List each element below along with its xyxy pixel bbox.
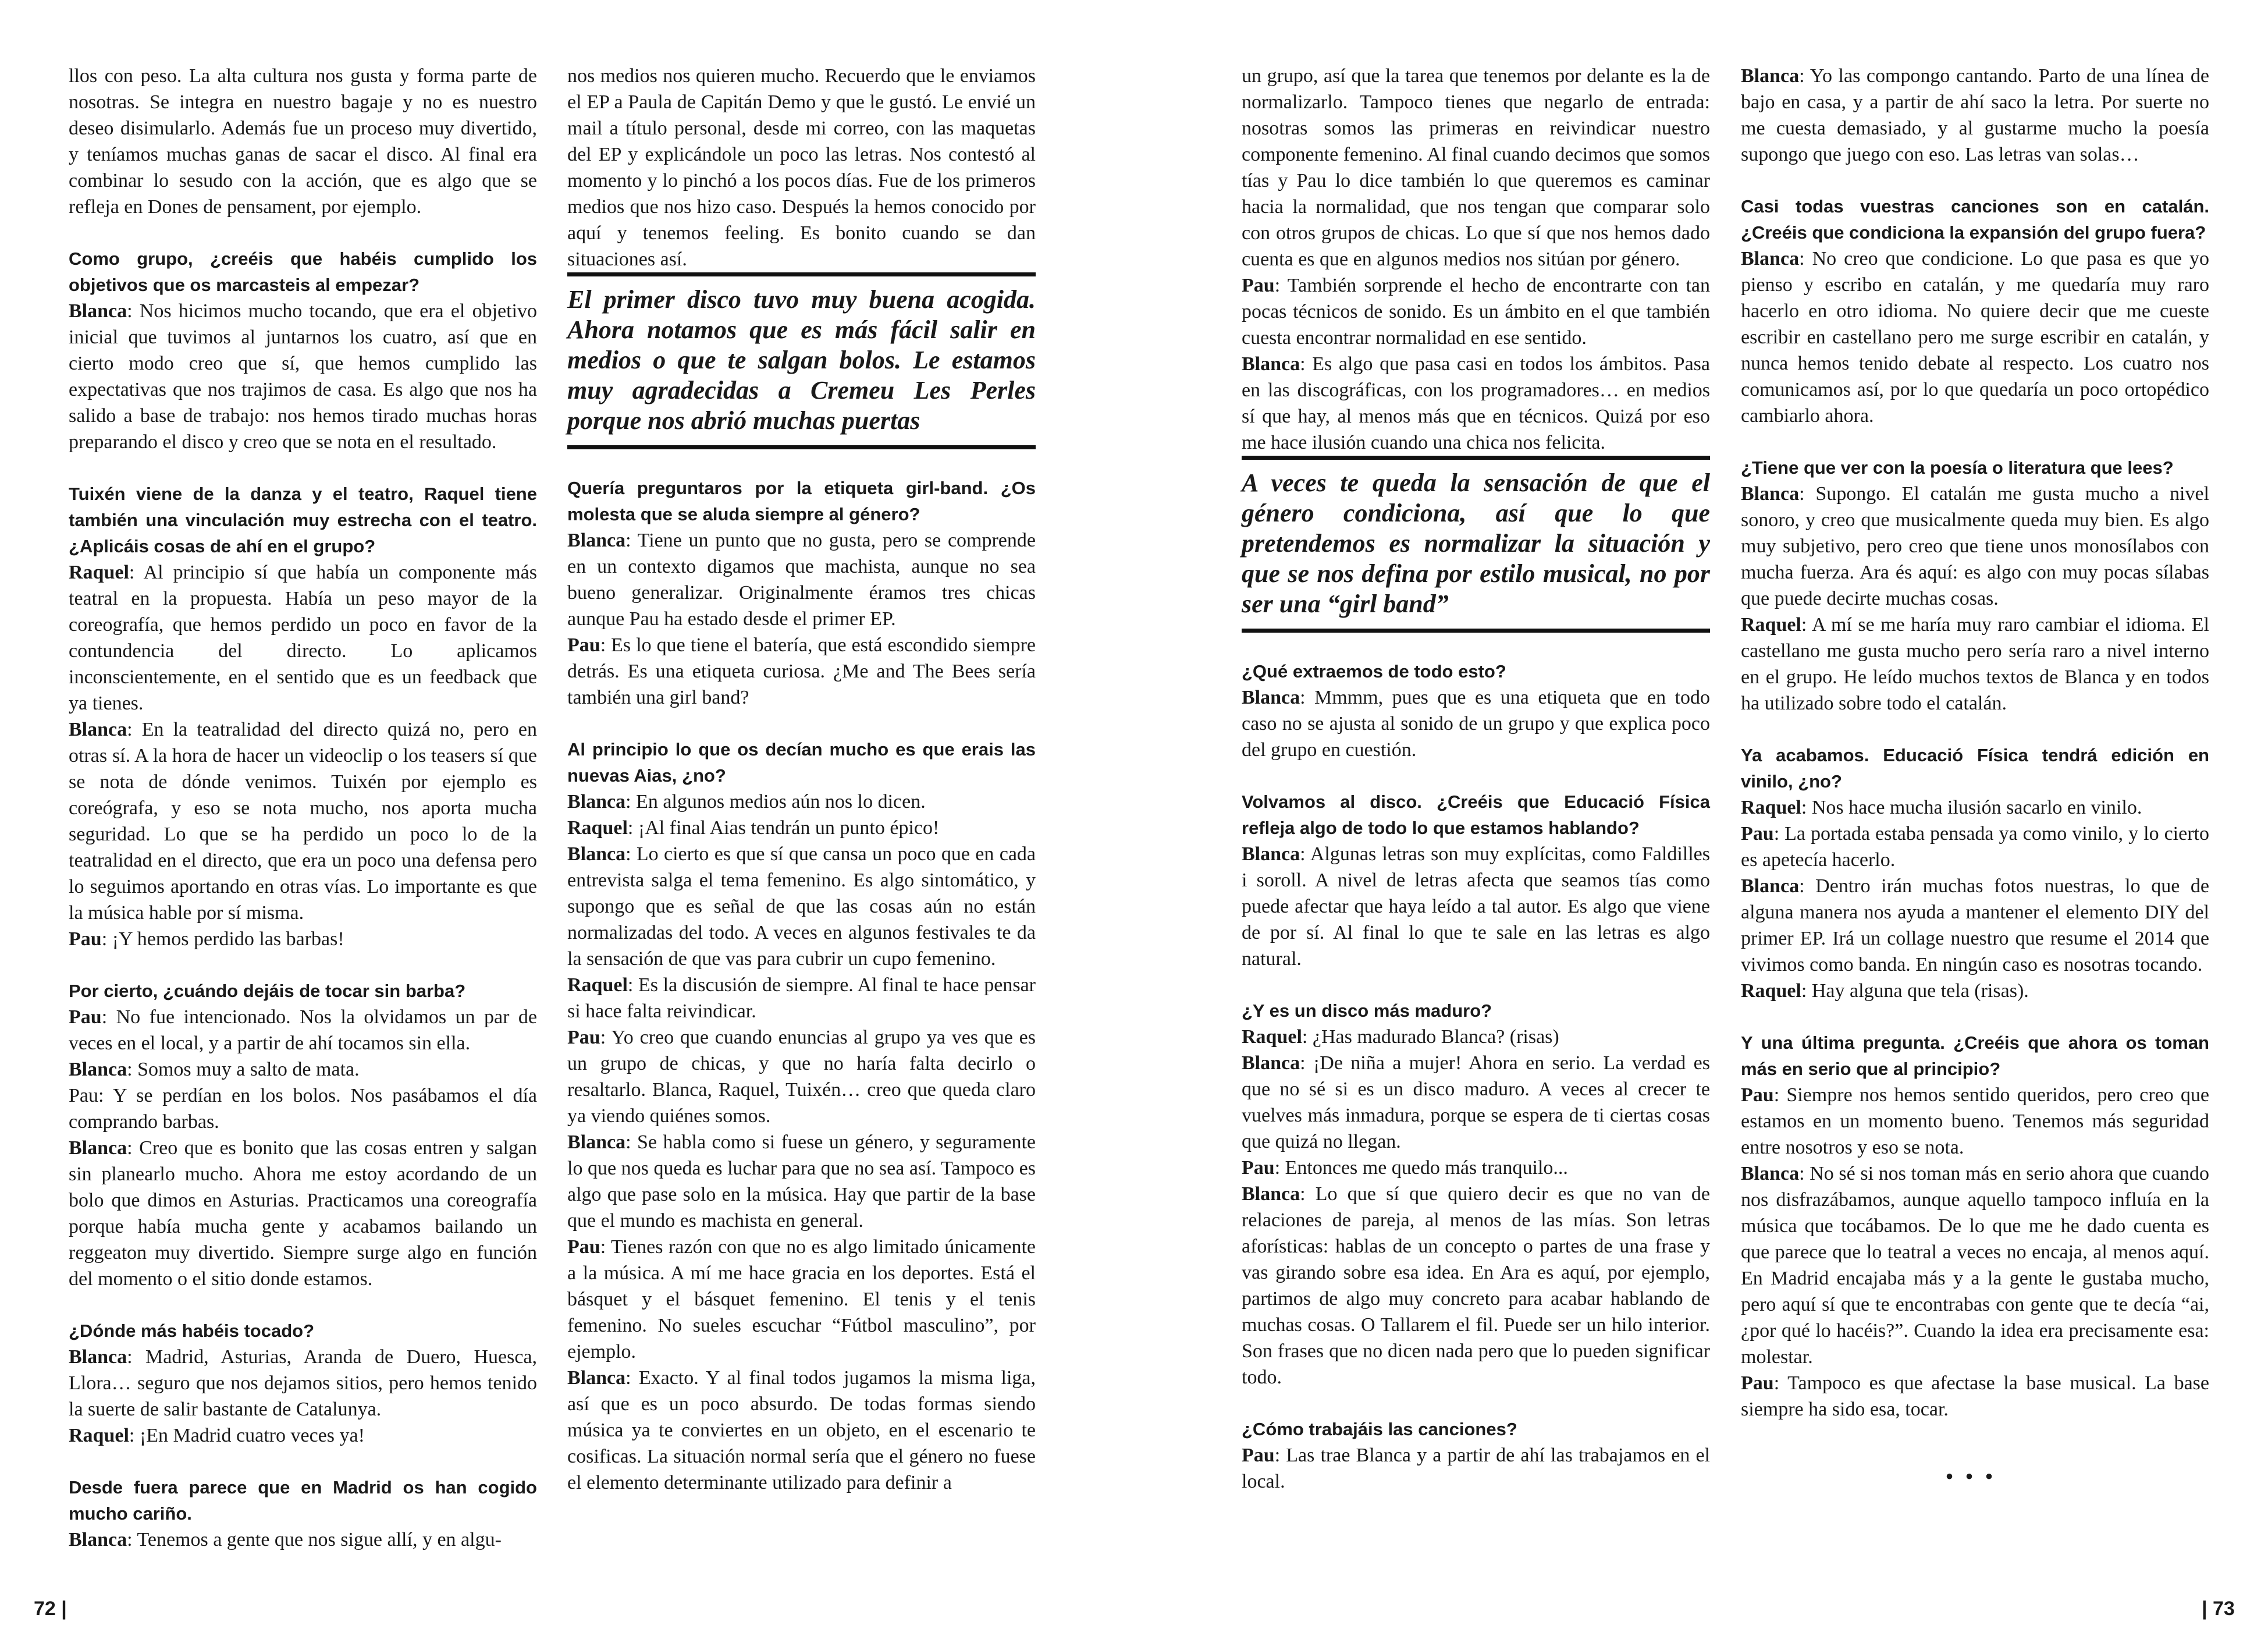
- answer-text: : Mmmm, pues que es una etiqueta que en todo caso no se ajusta al sonido de un grupo y que explica poco del grupo en cuestión.: [1242, 687, 1710, 761]
- answer-text: : Somos muy a salto de mata.: [127, 1059, 360, 1080]
- answer-text: : Algunas letras son muy explícitas, como Faldilles i soroll. A nivel de letras afecta que seamos tías como puede afectar que haya leído a tal autor. Es algo que viene de por sí. Al final lo que te sale en las letras es algo natural.: [1242, 843, 1710, 970]
- speaker-name: Pau: [567, 1236, 600, 1258]
- answer-text: : No creo que condicione. Lo que pasa es que yo pienso y escribo en catalán, y me quedaría muy raro hacerlo en otro idioma. No quiere decir que me cueste escribir en castellano pero me surge escribir en catalán, y nunca hemos tenido debate al respecto. Los cuatro nos comunicamos así, por lo que quedaría un poco ortopédico cambiarlo ahora.: [1741, 248, 2209, 427]
- speaker-name: Blanca: [69, 300, 127, 322]
- interview-answer: [1242, 1155, 1710, 1181]
- right-page: [1134, 0, 2268, 1650]
- answer-text: : No sé si nos toman más en serio ahora que cuando nos disfrazábamos, aunque aquello tampoco influía en la música que tocábamos. De lo que me he dado cuenta es que parece que lo teatral a veces no encaja, al menos aquí. En Madrid encajaba más y a la gente le gustaba mucho, pero aquí sí que te encontrabas con gente que te decía “ai, ¿por qué lo hacéis?”. Cuando la idea era precisamente esa: molestar.: [1741, 1163, 2209, 1368]
- answer-text: : En la teatralidad del directo quizá no, pero en otras sí. A la hora de hacer un videoclip o los teasers sí que se nota de dónde venimos. Tuixén por ejemplo es coreógrafa, y eso se nota mucho, nos aporta mucha seguridad. Lo que se ha perdido un poco lo de la teatralidad en el directo, que era un poco una defensa pero lo seguimos aportando en otras vías. Lo importante es que la música hable por sí misma.: [69, 719, 537, 924]
- interview-answer: [69, 716, 537, 926]
- answer-text: : Tampoco es que afectase la base musical. La base siempre ha sido esa, tocar.: [1741, 1372, 2209, 1420]
- column-1: [69, 63, 537, 1553]
- speaker-name: Blanca: [1242, 843, 1300, 865]
- answer-text: : Es la discusión de siempre. Al final te hace pensar si hace falta reivindicar.: [567, 974, 1036, 1022]
- answer-text: : En algunos medios aún nos lo dicen.: [625, 791, 926, 812]
- body-text: llos con peso. La alta cultura nos gusta y forma parte de nosotras. Se integra en nuestro bagaje y no es nuestro deseo disimularlo. Además fue un proceso muy divertido, y teníamos muchas ganas de sacar el disco. Al final era combinar lo sesudo con la acción, que es algo que se refleja en Dones de pensament, por ejemplo.: [69, 65, 537, 218]
- interview-answer: [1741, 978, 2209, 1004]
- answer-text: : También sorprende el hecho de encontrarte con tan pocas técnicos de sonido. Es un ámbito en el que también cuesta encontrar normalidad en ese sentido.: [1242, 275, 1710, 349]
- speaker-name: Raquel: [1741, 797, 1801, 818]
- speaker-name: Blanca: [69, 1346, 127, 1368]
- speaker-name: Blanca: [567, 843, 626, 865]
- interview-answer: [567, 1365, 1036, 1496]
- answer-text: : A mí se me haría muy raro cambiar el idioma. El castellano me gusta mucho pero sería raro a nivel interno en el grupo. He leído muchos textos de Blanca y en todos ha utilizado sobre todo el catalán.: [1741, 614, 2209, 714]
- interview-question: Ya acabamos. Educació Física tendrá edición en vinilo, ¿no?: [1741, 745, 2209, 792]
- interview-question: Desde fuera parece que en Madrid os han cogido mucho cariño.: [69, 1477, 537, 1524]
- answer-text: : Creo que es bonito que las cosas entren y salgan sin planearlo mucho. Ahora me estoy acordando de un bolo que dimos en Asturias. Practicamos una coreografía porque había mucha gente y acabamos bailando un reggeaton muy divertido. Siempre surge algo en función del momento o el sitio donde estamos.: [69, 1137, 537, 1290]
- interview-answer: [1741, 246, 2209, 429]
- answer-text: : ¡De niña a mujer! Ahora en serio. La verdad es que no sé si es un disco maduro. A veces al crecer te vuelves más inmadura, porque se espera de ti ciertas cosas que quizá no llegan.: [1242, 1052, 1710, 1152]
- pull-quote: El primer disco tuvo muy buena acogida. Ahora notamos que es más fácil salir en medios o que te salgan bolos. Le estamos muy agradecidas a Cremeu Les Perles porque nos abrió muchas puertas: [567, 272, 1036, 449]
- answer-text: : ¡En Madrid cuatro veces ya!: [129, 1425, 365, 1446]
- answer-text: : La portada estaba pensada ya como vinilo, y lo cierto es apetecía hacerlo.: [1741, 823, 2209, 871]
- answer-text: : Es lo que tiene el batería, que está escondido siempre detrás. Es una etiqueta curiosa. ¿Me and The Bees sería también una girl band?: [567, 634, 1036, 708]
- answer-text: : Se habla como si fuese un género, y seguramente lo que nos queda es luchar para que no sea así. Tampoco es algo que pase solo en la música. Hay que partir de la base que el mundo es machista en general.: [567, 1131, 1036, 1232]
- interview-question: ¿Cómo trabajáis las canciones?: [1242, 1419, 1517, 1439]
- interview-answer: [69, 559, 537, 716]
- answer-text: : Entonces me quedo más tranquilo...: [1274, 1157, 1568, 1179]
- speaker-name: Blanca: [1741, 65, 1800, 87]
- speaker-name: Blanca: [1741, 1163, 1800, 1184]
- answer-text: : Supongo. El catalán me gusta mucho a nivel sonoro, y creo que musicalmente queda muy bien. Es algo muy subjetivo, pero creo que tiene unos monosílabos con mucha fuerza. Ara és aquí: es algo con muy pocas sílabas que puede decirte muchas cosas.: [1741, 483, 2209, 609]
- interview-answer: [567, 527, 1036, 632]
- speaker-name: Pau: [567, 634, 600, 656]
- end-mark: •••: [1945, 1463, 2005, 1489]
- interview-answer: [1741, 1370, 2209, 1422]
- answer-text: : Dentro irán muchas fotos nuestras, lo que de alguna manera nos ayuda a mantener el elemento DIY del primer EP. Irá un collage nuestro que resume el 2014 que vivimos como banda. En ningún caso es nosotras tocando.: [1741, 875, 2209, 975]
- page-number-left: 72 |: [34, 1598, 67, 1620]
- interview-answer: [69, 1527, 537, 1553]
- speaker-name: Raquel: [1741, 980, 1801, 1002]
- interview-answer: [69, 1056, 537, 1083]
- speaker-name: Blanca: [567, 1367, 626, 1389]
- column-3: [1242, 63, 1710, 1495]
- interview-answer: [1242, 1181, 1710, 1390]
- answer-text: : Al principio sí que había un componente más teatral en la propuesta. Había un peso mayor de la coreografía, que hemos perdido un poco en favor de la contundencia del directo. Lo aplicamos inconscientemente, en el sentido que es un feedback que ya tienes.: [69, 562, 537, 714]
- pull-quote: A veces te queda la sensación de que el género condiciona, así que lo que pretendemos es normalizar la situación y que se nos defina por estilo musical, no por ser una “girl band”: [1242, 456, 1710, 633]
- speaker-name: Blanca: [1741, 248, 1800, 269]
- answer-text: : ¡Y hemos perdido las barbas!: [101, 928, 344, 950]
- page-number-right: | 73: [2202, 1598, 2235, 1620]
- interview-answer: [1741, 821, 2209, 873]
- answer-text: : Yo las compongo cantando. Parto de una línea de bajo en casa, y a partir de ahí saco la letra. Por suerte no me cuesta demasiado, y al gustarme mucho la poesía supongo que juego con eso. Las letras van solas…: [1741, 65, 2209, 165]
- interview-answer: [1242, 841, 1710, 972]
- speaker-name: Blanca: [1741, 483, 1800, 505]
- interview-question: Y una última pregunta. ¿Creéis que ahora os toman más en serio que al principio?: [1741, 1032, 2209, 1079]
- answer-text: : Tiene un punto que no gusta, pero se comprende en un contexto digamos que machista, aunque no sea bueno generalizar. Originalmente éramos tres chicas aunque Pau ha estado desde el primer EP.: [567, 530, 1036, 630]
- speaker-name: Blanca: [69, 719, 127, 740]
- interview-answer: [1741, 1082, 2209, 1161]
- speaker-name: Blanca: [69, 1529, 127, 1550]
- answer-text: : Nos hicimos mucho tocando, que era el objetivo inicial que tuvimos al juntarnos los cuatro, así que en cierto modo creo que sí, que hemos cumplido las expectativas que nos trajimos de casa. Es algo que nos ha salido a base de trabajo: nos hemos tirado muchas horas preparando el disco y creo que se nota en el resultado.: [69, 300, 537, 453]
- answer-text: : Tenemos a gente que nos sigue allí, y en algu-: [127, 1529, 502, 1550]
- interview-question: ¿Qué extraemos de todo esto?: [1242, 661, 1506, 682]
- answer-text: : Lo cierto es que sí que cansa un poco que en cada entrevista salga el tema femenino. Es algo sintomático, y supongo que es señal de que las cosas aún no están normalizadas del todo. A veces en algunos festivales te da la sensación de que vas para cubrir un cupo femenino.: [567, 843, 1036, 970]
- speaker-name: Blanca: [567, 530, 626, 551]
- speaker-name: Pau: [1741, 1372, 1774, 1394]
- interview-question: Tuixén viene de la danza y el teatro, Raquel tiene también una vinculación muy estrecha con el teatro. ¿Aplicáis cosas de ahí en el grupo?: [69, 484, 537, 556]
- interview-answer: [1242, 272, 1710, 351]
- interview-answer: [69, 1422, 537, 1449]
- interview-answer: [1242, 1050, 1710, 1155]
- answer-text: : Siempre nos hemos sentido queridos, pero creo que estamos en un momento bueno. Tenemos más seguridad entre nosotros y eso se nota.: [1741, 1084, 2209, 1158]
- interview-answer: [1242, 1024, 1710, 1050]
- body-text: Pau: Y se perdían en los bolos. Nos pasábamos el día comprando barbas.: [69, 1085, 537, 1133]
- speaker-name: Blanca: [1242, 1052, 1300, 1074]
- interview-question: Casi todas vuestras canciones son en catalán. ¿Creéis que condiciona la expansión del grupo fuera?: [1741, 196, 2209, 243]
- body-text: nos medios nos quieren mucho. Recuerdo que le enviamos el EP a Paula de Capitán Demo y que le gustó. Le envié un mail a título personal, desde mi correo, con las maquetas del EP y explicándole un poco las letras. Nos contestó al momento y lo pinchó a los pocos días. Fue de los primeros medios que nos hizo caso. Después la hemos conocido por aquí y tenemos feeling. Es bonito cuando se dan situaciones así.: [567, 65, 1036, 270]
- interview-answer: [1741, 481, 2209, 612]
- body-text: un grupo, así que la tarea que tenemos por delante es la de normalizarlo. Tampoco tienes que negarlo de entrada: nosotras somos las primeras en reivindicar nuestro componente femenino. Al final cuando decimos que somos tías y Pau lo dice también lo que queremos es caminar hacia la normalidad, que nos tengan que comparar solo con otros grupos de chicas. Lo que sí que nos hemos dado cuenta es que en algunos medios nos sitúan por género.: [1242, 65, 1710, 270]
- speaker-name: Raquel: [69, 1425, 129, 1446]
- speaker-name: Pau: [1242, 1157, 1275, 1179]
- interview-answer: [567, 632, 1036, 711]
- column-4: [1741, 63, 2209, 1489]
- speaker-name: Raquel: [567, 817, 628, 839]
- interview-answer: [1242, 1442, 1710, 1495]
- interview-answer: [1741, 63, 2209, 168]
- interview-question: Por cierto, ¿cuándo dejáis de tocar sin barba?: [69, 981, 466, 1001]
- speaker-name: Blanca: [69, 1137, 127, 1159]
- interview-answer: [567, 841, 1036, 972]
- interview-question: Como grupo, ¿creéis que habéis cumplido los objetivos que os marcasteis al empezar?: [69, 249, 537, 295]
- answer-text: : Madrid, Asturias, Aranda de Duero, Huesca, Llora… seguro que nos dejamos sitios, pero hemos tenido la suerte de salir bastante de Catalunya.: [69, 1346, 537, 1420]
- speaker-name: Blanca: [69, 1059, 127, 1080]
- interview-answer: [69, 926, 537, 952]
- interview-answer: [567, 789, 1036, 815]
- speaker-name: Blanca: [1242, 1183, 1300, 1205]
- answer-text: : Hay alguna que tela (risas).: [1801, 980, 2029, 1002]
- interview-question: Quería preguntaros por la etiqueta girl-band. ¿Os molesta que se aluda siempre al género?: [567, 478, 1036, 524]
- answer-text: : Lo que sí que quiero decir es que no van de relaciones de pareja, al menos de las mías. Son letras aforísticas: hablas de un concepto o partes de una frase y vas girando sobre esa idea. En Ara es aquí, por ejemplo, partimos de algo muy concreto para acabar hablando de muchas cosas. O Tallarem el fil. Puede ser un hilo interior. Son frases que no dicen nada pero que lo pueden significar todo.: [1242, 1183, 1710, 1388]
- interview-answer: [567, 972, 1036, 1024]
- interview-answer: [567, 1234, 1036, 1365]
- answer-text: : Nos hace mucha ilusión sacarlo en vinilo.: [1801, 797, 2142, 818]
- interview-answer: [567, 815, 1036, 841]
- speaker-name: Pau: [69, 1006, 102, 1028]
- answer-text: : Exacto. Y al final todos jugamos la misma liga, así que es un poco absurdo. De todas formas siendo música ya te conviertes en un objeto, en el escenario te cosificas. La situación normal sería que el género no fuese el elemento determinante utilizado para definir a: [567, 1367, 1036, 1493]
- interview-answer: [1741, 612, 2209, 716]
- interview-answer: [567, 1129, 1036, 1234]
- interview-answer: [1741, 873, 2209, 978]
- answer-text: : Tienes razón con que no es algo limitado únicamente a la música. A mí me hace gracia en los deportes. Está el básquet y el básquet femenino. El tenis y el tenis femenino. No sueles escuchar “Fútbol masculino”, por ejemplo.: [567, 1236, 1036, 1362]
- interview-question: Volvamos al disco. ¿Creéis que Educació Física refleja algo de todo lo que estamos hablando?: [1242, 792, 1710, 838]
- speaker-name: Pau: [1242, 1445, 1275, 1466]
- interview-answer: [69, 1135, 537, 1292]
- interview-answer: [567, 1024, 1036, 1129]
- answer-text: : ¡Al final Aias tendrán un punto épico!: [627, 817, 940, 839]
- interview-answer: [69, 298, 537, 455]
- speaker-name: Pau: [69, 928, 102, 950]
- answer-text: : No fue intencionado. Nos la olvidamos un par de veces en el local, y a partir de ahí tocamos sin ella.: [69, 1006, 537, 1054]
- interview-answer: [69, 1004, 537, 1056]
- speaker-name: Pau: [1741, 1084, 1774, 1106]
- interview-answer: [69, 1344, 537, 1422]
- interview-answer: [1741, 794, 2209, 821]
- speaker-name: Pau: [1741, 823, 1774, 844]
- interview-answer: [1242, 684, 1710, 763]
- interview-question: ¿Tiene que ver con la poesía o literatura que lees?: [1741, 457, 2174, 478]
- speaker-name: Raquel: [1242, 1026, 1302, 1048]
- speaker-name: Raquel: [567, 974, 628, 996]
- speaker-name: Pau: [1242, 275, 1275, 296]
- speaker-name: Blanca: [1242, 687, 1300, 708]
- answer-text: : ¿Has madurado Blanca? (risas): [1302, 1026, 1559, 1048]
- speaker-name: Pau: [567, 1027, 600, 1048]
- speaker-name: Blanca: [567, 791, 626, 812]
- speaker-name: Raquel: [69, 562, 129, 583]
- speaker-name: Raquel: [1741, 614, 1801, 636]
- interview-question: Al principio lo que os decían mucho es que erais las nuevas Aias, ¿no?: [567, 739, 1036, 786]
- speaker-name: Blanca: [1242, 353, 1300, 375]
- interview-question: ¿Dónde más habéis tocado?: [69, 1321, 315, 1341]
- interview-answer: [1242, 351, 1710, 456]
- speaker-name: Blanca: [1741, 875, 1800, 897]
- interview-answer: [1741, 1161, 2209, 1370]
- answer-text: : Es algo que pasa casi en todos los ámbitos. Pasa en las discográficas, con los programadores… en medios sí que hay, al menos más que en técnicos. Quizá por eso me hace ilusión cuando una chica nos felicita.: [1242, 353, 1710, 453]
- answer-text: : Yo creo que cuando enuncias al grupo ya ves que es un grupo de chicas, y que no haría falta decirlo o resaltarlo. Blanca, Raquel, Tuixén… creo que queda claro ya viendo quiénes somos.: [567, 1027, 1036, 1127]
- speaker-name: Blanca: [567, 1131, 626, 1153]
- answer-text: : Las trae Blanca y a partir de ahí las trabajamos en el local.: [1242, 1445, 1710, 1492]
- interview-question: ¿Y es un disco más maduro?: [1242, 1000, 1492, 1021]
- column-2: [567, 63, 1036, 1496]
